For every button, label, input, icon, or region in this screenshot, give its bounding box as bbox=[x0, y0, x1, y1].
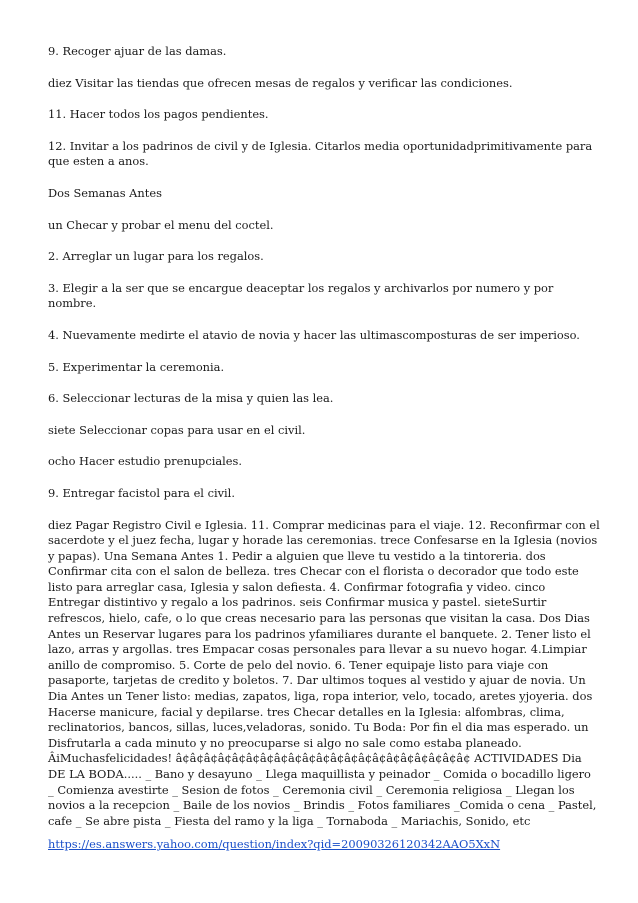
list-item: 9. Entregar facistol para el civil. bbox=[48, 485, 235, 500]
list-item: 2. Arreglar un lugar para los regalos. bbox=[48, 249, 264, 264]
list-item: 3. Elegir a la ser que se encargue deaceptar los regalos y archivarlos por numero y por nombre. bbox=[48, 280, 554, 311]
source-link[interactable]: https://es.answers.yahoo.com/question/index?qid=20090326120342AAO5XxN bbox=[48, 837, 501, 852]
list-item: 6. Seleccionar lecturas de la misa y quien las lea. bbox=[48, 391, 334, 406]
list-item: 9. Recoger ajuar de las damas. bbox=[48, 44, 227, 58]
list-item: un Checar y probar el menu del coctel. bbox=[48, 217, 274, 232]
list-item: 12. Invitar a los padrinos de civil y de Iglesia. Citarlos media oportunidadprimitivamente para que esten a anos. bbox=[48, 138, 593, 169]
list-item: siete Seleccionar copas para usar en el civil. bbox=[48, 422, 306, 437]
list-item: ocho Hacer estudio prenupciales. bbox=[48, 454, 242, 469]
list-item: 11. Hacer todos los pagos pendientes. bbox=[48, 107, 269, 122]
list-item: 4. Nuevamente medirte el atavio de novia y hacer las ultimascomposturas de ser imperioso. bbox=[48, 327, 580, 342]
list-item: 5. Experimentar la ceremonia. bbox=[48, 359, 225, 374]
document-page bbox=[48, 44, 600, 853]
section-heading: Dos Semanas Antes bbox=[48, 185, 162, 200]
body-text-block: diez Pagar Registro Civil e Iglesia. 11. Comprar medicinas para el viaje. 12. Reconfirmar con el sacerdote y el juez fecha, lugar y horade las ceremonias. trece Confesarse en la Iglesia (novios y papas). Una Semana Antes 1. Pedir a alguien que lleve tu vestido a la tintoreria. dos Confirmar cita con el salon de belleza. tres Checar con el florista o decorador que todo este listo para arreglar casa, Iglesia y salon defiesta. 4. Confirmar fotografia y video. cinco Entregar distintivo y regalo a los padrinos. seis Confirmar musica y pastel. sieteSurtir refrescos, hielo, cafe, o lo que creas necesario para las personas que visitan la casa. Dos Dias Antes un Reservar lugares para los padrinos yfamiliares durante el banquete. 2. Tener listo el lazo, arras y argollas. tres Empacar cosas personales para llevar a su nuevo hogar. 4.Limpiar anillo de compromiso. 5. Corte de pelo del novio. 6. Tener equipaje listo para viaje con pasaporte, tarjetas de credito y boletos. 7. Dar ultimos toques al vestido y ajuar de novia. Un Dia Antes un Tener listo: medias, zapatos, liga, ropa interior, velo, tocado, aretes yjoyeria. dos Hacerse manicure, facial y depilarse. tres Checar detalles en la Iglesia: alfombras, clima, reclinatorios, bancos, sillas, luces,veladoras, sonido. Tu Boda: Por fin el dia mas esperado. un Disfrutarla a cada minuto y no preocuparse si algo no sale como estaba planeado. ÂiMuchasfelicidades! â¢â¢â¢â¢â¢â¢â¢â¢â¢â¢â¢â¢â¢â¢â¢â¢â¢â¢â¢â¢â¢ ACTIVIDADES Dia DE LA BODA..... _ Bano y desayuno _ Llega maquillista y peinador _ Comida o bocadillo ligero _ Comienza avestirte _ Sesion de fotos _ Ceremonia civil _ Ceremonia religiosa _ Llegan los novios a la recepcion _ Baile de los novios _ Brindis _ Fotos familiares _Comida o cena _ Pastel, cafe _ Se abre pista _ Fiesta del ramo y la liga _ Tornaboda _ Mariachis, Sonido, etc bbox=[48, 517, 600, 828]
list-item: diez Visitar las tiendas que ofrecen mesas de regalos y verificar las condiciones. bbox=[48, 75, 513, 90]
